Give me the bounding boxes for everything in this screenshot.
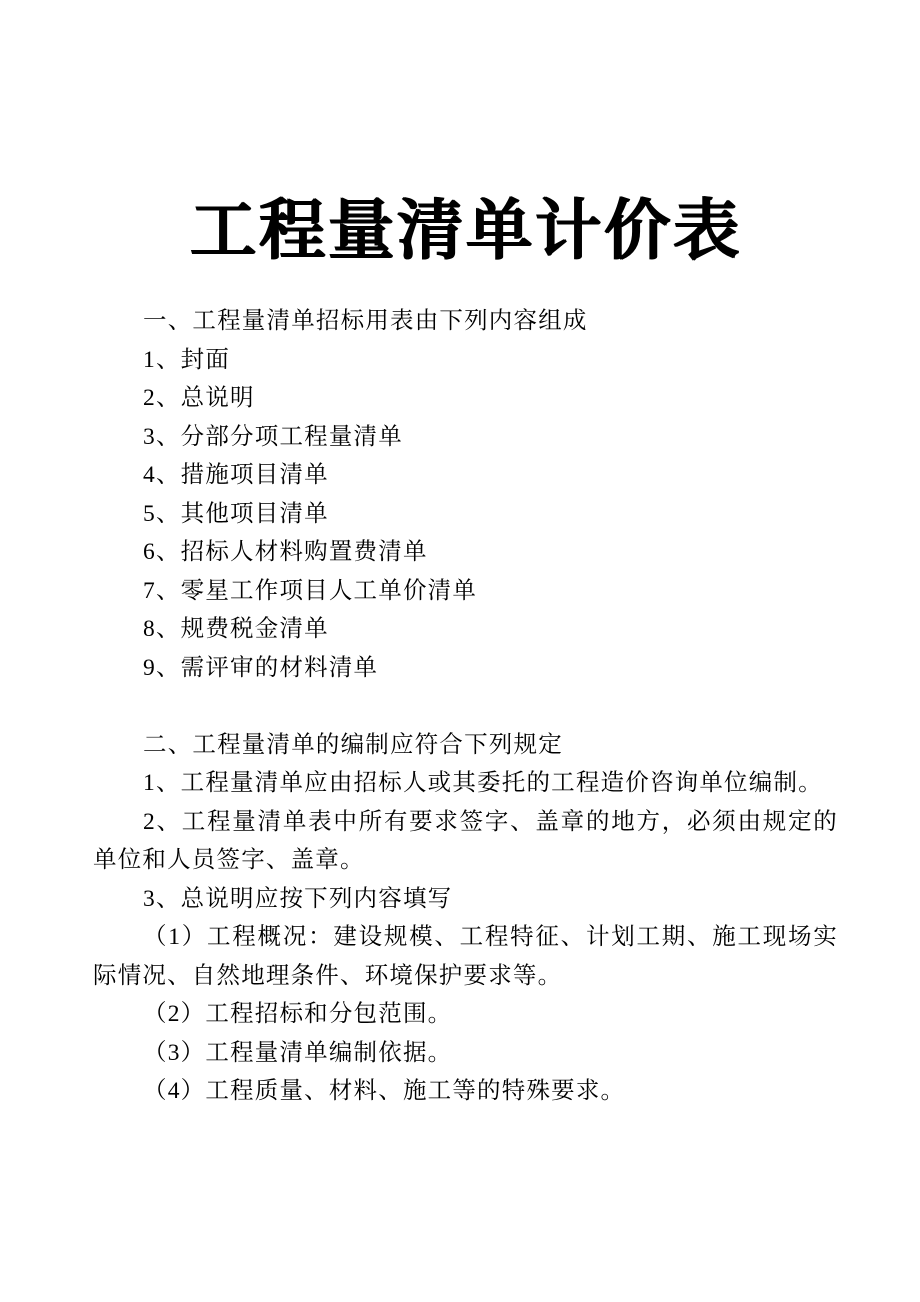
section-2-item-1: 1、工程量清单应由招标人或其委托的工程造价咨询单位编制。 <box>143 770 823 796</box>
section-2-item-4: （1）工程概况：建设规模、工程特征、计划工期、施工现场实际情况、自然地理条件、环境保护要求等。 <box>93 924 838 989</box>
section-2-item-7: （4）工程质量、材料、施工等的特殊要求。 <box>143 1078 626 1104</box>
document-title: 工程量清单计价表 <box>189 195 742 268</box>
section-2-item-3: 3、总说明应按下列内容填写 <box>143 885 453 912</box>
section-2 <box>93 726 838 1111</box>
section-2-heading: 二、工程量清单的编制应符合下列规定 <box>143 731 563 758</box>
section-1-item-9: 9、需评审的材料清单 <box>143 654 379 681</box>
section-2-item-5: （2）工程招标和分包范围。 <box>143 1001 453 1027</box>
section-1 <box>93 302 838 687</box>
section-1-item-8: 8、规费税金清单 <box>143 616 329 642</box>
section-2-item-6: （3）工程量清单编制依据。 <box>143 1039 453 1066</box>
section-1-item-7: 7、零星工作项目人工单价清单 <box>143 577 478 604</box>
section-1-item-3: 3、分部分项工程量清单 <box>143 423 403 450</box>
section-1-item-6: 6、招标人材料购置费清单 <box>143 539 428 565</box>
section-1-heading: 一、工程量清单招标用表由下列内容组成 <box>143 308 588 334</box>
section-1-item-2: 2、总说明 <box>143 385 255 411</box>
section-1-item-5: 5、其他项目清单 <box>143 500 329 527</box>
section-1-item-4: 4、措施项目清单 <box>143 462 329 488</box>
section-2-item-2: 2、工程量清单表中所有要求签字、盖章的地方，必须由规定的单位和人员签字、盖章。 <box>93 808 838 873</box>
section-1-item-1: 1、封面 <box>143 346 231 373</box>
